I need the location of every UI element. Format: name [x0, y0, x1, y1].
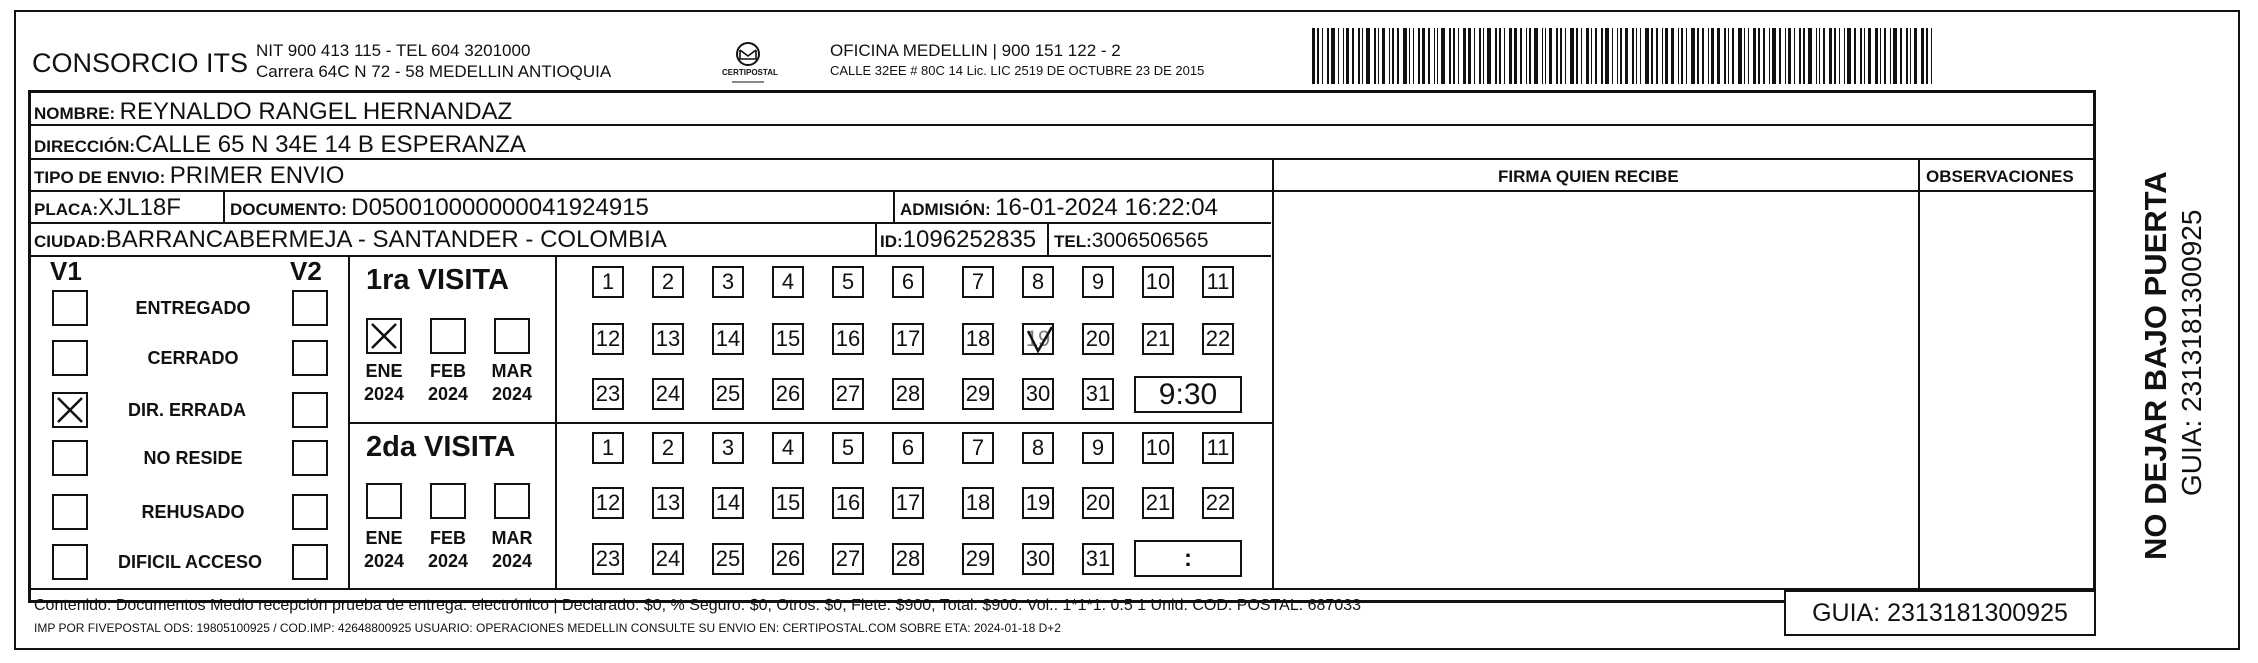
barcode-bar — [1362, 28, 1363, 84]
barcode-bar — [1860, 28, 1862, 84]
barcode-bar — [1601, 28, 1603, 84]
barcode-bar — [1534, 28, 1538, 84]
barcode-bar — [1816, 28, 1817, 84]
barcode-bar — [1788, 28, 1791, 84]
visit2-day-box[interactable]: 3 — [712, 432, 744, 464]
barcode-bar — [1839, 28, 1840, 84]
barcode-bar — [1691, 28, 1695, 84]
city-value: BARRANCABERMEJA - SANTANDER - COLOMBIA — [105, 226, 667, 253]
visit2-day-box[interactable]: 27 — [832, 543, 864, 575]
barcode-bar — [1758, 28, 1760, 84]
company-name: CONSORCIO ITS — [32, 48, 249, 78]
v2-checkbox[interactable] — [292, 440, 328, 476]
status-option-label: REHUSADO — [141, 502, 245, 522]
city-label: CIUDAD: — [34, 232, 106, 251]
barcode-bar — [1378, 28, 1379, 84]
tel-row — [1054, 230, 1209, 251]
tel-label: TEL: — [1054, 232, 1092, 251]
barcode-bar — [1449, 28, 1451, 84]
barcode-bar — [1576, 28, 1578, 84]
barcode-bar — [1744, 28, 1745, 84]
visit2-time-field[interactable] — [1134, 540, 1242, 577]
name-row — [34, 100, 512, 124]
visit2-month-checkbox[interactable] — [430, 483, 466, 519]
visit2-day-box[interactable]: 25 — [712, 543, 744, 575]
visit2-day-box[interactable]: 7 — [962, 432, 994, 464]
barcode-bar — [1352, 28, 1354, 84]
footer-contents: Contenido: Documentos Medio recepción prueba de entrega: electrónico | Declarado: $0, % Seguro: $0, Otros: $0, Flete: $900, Total: $900. Vol.: 1*1*1. 0.5 1 Unid. COD. POSTAL: 687033 — [34, 597, 1362, 614]
name-label: NOMBRE: — [34, 104, 116, 123]
city-row — [34, 228, 667, 252]
barcode-bar — [1772, 28, 1776, 84]
visit2-month-label: ENE 2024 — [363, 528, 405, 571]
visit2-day-box[interactable]: 13 — [652, 487, 684, 519]
barcode-bar — [1880, 28, 1881, 84]
visit2-day-box[interactable]: 17 — [892, 487, 924, 519]
barcode-bar — [1327, 28, 1329, 84]
barcode-bar — [1847, 28, 1851, 84]
visit2-day-box[interactable]: 24 — [652, 543, 684, 575]
barcode-bar — [1526, 28, 1527, 84]
v1-checkbox[interactable] — [52, 494, 88, 530]
v2-checkbox[interactable] — [292, 544, 328, 580]
barcode-bar — [1799, 28, 1801, 84]
visit2-day-box[interactable]: 23 — [592, 543, 624, 575]
barcode-bar — [1595, 28, 1597, 84]
barcode-bar — [1556, 28, 1558, 84]
type-value: PRIMER ENVIO — [169, 162, 345, 189]
visit2-day-box[interactable]: 31 — [1082, 543, 1114, 575]
visit1-day-box[interactable]: 18 — [962, 323, 994, 355]
address-value: CALLE 65 N 34E 14 B ESPERANZA — [135, 131, 526, 158]
document-value: D050010000000041924915 — [351, 194, 649, 221]
visit1-day-box[interactable]: 17 — [892, 323, 924, 355]
visit2-day-box[interactable]: 11 — [1202, 432, 1234, 464]
barcode-bar — [1409, 28, 1410, 84]
barcode-bar — [1794, 28, 1795, 84]
admission-label: ADMISIÓN: — [900, 200, 991, 219]
visit1-month-checkbox[interactable] — [494, 318, 530, 354]
barcode-bar — [1549, 28, 1552, 84]
v1-checkbox[interactable] — [52, 440, 88, 476]
visit2-day-box[interactable]: 5 — [832, 432, 864, 464]
visit1-day-box[interactable]: 20 — [1082, 323, 1114, 355]
barcode-bar — [1656, 28, 1658, 84]
visit1-day-box[interactable]: 30 — [1022, 378, 1054, 410]
barcode-bar — [1331, 28, 1335, 84]
barcode-bar — [1358, 28, 1360, 84]
barcode-bar — [1868, 28, 1871, 84]
barcode-bar — [1803, 28, 1805, 84]
barcode-bar — [1382, 28, 1385, 84]
visit1-day-box[interactable]: 1 — [592, 266, 624, 298]
barcode-bar — [1392, 28, 1394, 84]
barcode-bar — [1808, 28, 1812, 84]
address-row — [34, 133, 526, 157]
barcode-bar — [1819, 28, 1820, 84]
document-label: DOCUMENTO: — [230, 200, 347, 219]
visit2-day-box[interactable]: 19 — [1022, 487, 1054, 519]
barcode-bar — [1844, 28, 1845, 84]
side-guia: GUIA: 2313181300925 — [2176, 209, 2207, 496]
v2-checkbox[interactable] — [292, 290, 328, 326]
barcode-bar — [1717, 28, 1720, 84]
id-row — [880, 228, 1036, 252]
visit1-day-box[interactable]: 16 — [832, 323, 864, 355]
visit1-day-box[interactable]: 15 — [772, 323, 804, 355]
barcode-bar — [1343, 28, 1344, 84]
tel-value: 3006506565 — [1091, 229, 1209, 252]
barcode-bar — [1434, 28, 1435, 84]
barcode-bar — [1753, 28, 1756, 84]
barcode-bar — [1338, 28, 1339, 84]
visit1-day-box[interactable]: 14 — [712, 323, 744, 355]
v1-checkbox[interactable] — [52, 340, 88, 376]
visit1-day-box[interactable]: 29 — [962, 378, 994, 410]
barcode-bar — [1724, 28, 1726, 84]
visit2-day-box[interactable]: 9 — [1082, 432, 1114, 464]
barcode-bar — [1374, 28, 1376, 84]
v1-checkbox[interactable] — [52, 392, 88, 428]
visit1-day-box[interactable]: 21 — [1142, 323, 1174, 355]
barcode-bar — [1617, 28, 1618, 84]
footer-guia-box — [1784, 590, 2096, 636]
barcode-bar — [1586, 28, 1589, 84]
barcode-bar — [1829, 28, 1832, 84]
barcode-bar — [1645, 28, 1649, 84]
barcode-bar — [1823, 28, 1825, 84]
visit2-month-checkbox[interactable] — [494, 483, 530, 519]
barcode-bar — [1914, 28, 1917, 84]
barcode-bar — [1346, 28, 1349, 84]
barcode-bar — [1926, 28, 1928, 84]
barcode-bar — [1413, 28, 1414, 84]
visit1-day-box[interactable]: 28 — [892, 378, 924, 410]
company-address: Carrera 64C N 72 - 58 MEDELLIN ANTIOQUIA — [256, 62, 612, 81]
barcode-bar — [1697, 28, 1699, 84]
side-warning: NO DEJAR BAJO PUERTA — [2138, 171, 2173, 560]
barcode-bar — [1612, 28, 1613, 84]
visit1-time-field[interactable] — [1134, 376, 1242, 413]
barcode-bar — [1542, 28, 1543, 84]
firma-label: FIRMA QUIEN RECIBE — [1498, 167, 1679, 186]
barcode-bar — [1422, 28, 1425, 84]
plate-label: PLACA: — [34, 200, 99, 219]
visit1-day-box[interactable]: 31 — [1082, 378, 1114, 410]
visit2-day-box[interactable]: 6 — [892, 432, 924, 464]
barcode-bar — [1560, 28, 1562, 84]
visit1-day-box[interactable]: 12 — [592, 323, 624, 355]
barcode-bar — [1418, 28, 1420, 84]
barcode-bar — [1681, 28, 1683, 84]
barcode-bar — [1504, 28, 1505, 84]
visit1-day-box[interactable]: 4 — [772, 266, 804, 298]
barcode-bar — [1441, 28, 1445, 84]
visit2-day-box[interactable]: 16 — [832, 487, 864, 519]
visit1-month-label: ENE 2024 — [363, 361, 405, 404]
v1-checkbox[interactable] — [52, 290, 88, 326]
visit2-day-box[interactable]: 4 — [772, 432, 804, 464]
visit1-day-box[interactable]: 2 — [652, 266, 684, 298]
barcode-bar — [1732, 28, 1734, 84]
barcode-bar — [1620, 28, 1622, 84]
barcode-bar — [1671, 28, 1674, 84]
visit1-day-box[interactable]: 3 — [712, 266, 744, 298]
v1-checkbox[interactable] — [52, 544, 88, 580]
visit2-day-box[interactable]: 21 — [1142, 487, 1174, 519]
visit1-day-box[interactable]: 11 — [1202, 266, 1234, 298]
visit1-day-box[interactable]: 5 — [832, 266, 864, 298]
visit1-time-value: 9:30 — [1158, 377, 1218, 411]
barcode-bar — [1662, 28, 1663, 84]
barcode-bar — [1428, 28, 1430, 84]
visit1-day-box[interactable]: 8 — [1022, 266, 1054, 298]
status-option-label: CERRADO — [147, 348, 239, 368]
v1-label: V1 — [50, 256, 82, 286]
barcode-bar — [1520, 28, 1522, 84]
barcode-bar — [1509, 28, 1512, 84]
visit1-day-box[interactable]: 13 — [652, 323, 684, 355]
barcode-bar — [1875, 28, 1878, 84]
barcode-bar — [1711, 28, 1714, 84]
v2-checkbox[interactable] — [292, 494, 328, 530]
barcode-bar — [1474, 28, 1475, 84]
status-option-label: NO RESIDE — [143, 448, 243, 468]
barcode-bar — [1487, 28, 1491, 84]
plate-value: XJL18F — [98, 194, 181, 221]
barcode-bar — [1468, 28, 1471, 84]
type-row — [34, 164, 344, 188]
visit2-day-box[interactable]: 15 — [772, 487, 804, 519]
v2-label: V2 — [290, 256, 322, 286]
plate-row — [34, 196, 181, 220]
barcode-bar — [1403, 28, 1407, 84]
barcode-bar — [1397, 28, 1399, 84]
visit1-month-checkbox[interactable] — [366, 318, 402, 354]
visit1-day-box[interactable]: 27 — [832, 378, 864, 410]
barcode-bar — [1625, 28, 1628, 84]
visit2-day-box[interactable]: 18 — [962, 487, 994, 519]
certipostal-logo — [718, 38, 778, 86]
visit2-title: 2da VISITA — [366, 431, 516, 463]
barcode — [1312, 28, 1942, 84]
visit2-day-box[interactable]: 26 — [772, 543, 804, 575]
address-label: DIRECCIÓN: — [34, 137, 136, 156]
logo-text: CERTIPOSTAL — [722, 68, 778, 77]
office-info: OFICINA MEDELLIN | 900 151 122 - 2 — [830, 41, 1121, 60]
envelope-circle-icon — [718, 38, 778, 86]
barcode-bar — [1748, 28, 1749, 84]
barcode-bar — [1366, 28, 1370, 84]
visit2-time-value: : — [1184, 544, 1192, 572]
admission-value: 16-01-2024 16:22:04 — [995, 194, 1218, 221]
barcode-bar — [1686, 28, 1687, 84]
barcode-bar — [1890, 28, 1891, 84]
barcode-bar — [1702, 28, 1704, 84]
visit2-day-box[interactable]: 30 — [1022, 543, 1054, 575]
v2-checkbox[interactable] — [292, 392, 328, 428]
id-value: 1096252835 — [902, 226, 1037, 253]
visit1-day-box[interactable]: 22 — [1202, 323, 1234, 355]
id-label: ID: — [880, 232, 903, 251]
visit2-month-label: MAR 2024 — [491, 528, 533, 571]
barcode-bar — [1769, 28, 1770, 84]
visit1-day-box[interactable]: 26 — [772, 378, 804, 410]
barcode-bar — [1453, 28, 1455, 84]
barcode-bar — [1317, 28, 1319, 84]
barcode-bar — [1893, 28, 1897, 84]
status-option-label: ENTREGADO — [135, 298, 251, 318]
footer-print-info: IMP POR FIVEPOSTAL ODS: 19805100925 / COD.IMP: 42648800925 USUARIO: OPERACIONES MEDELLIN CONSULTE SU ENVIO EN: CERTIPOSTAL.COM SOBRE ETA: 2024-01-18 D+2 — [34, 621, 1061, 635]
barcode-bar — [1565, 28, 1566, 84]
barcode-bar — [1864, 28, 1865, 84]
name-value: REYNALDO RANGEL HERNANDAZ — [119, 98, 513, 125]
visit2-day-box[interactable]: 29 — [962, 543, 994, 575]
visit1-month-label: FEB 2024 — [427, 361, 469, 404]
visit1-day-box[interactable]: 23 — [592, 378, 624, 410]
visit1-day-box[interactable]: 25 — [712, 378, 744, 410]
barcode-bar — [1545, 28, 1546, 84]
barcode-bar — [1900, 28, 1902, 84]
visit2-day-box[interactable]: 28 — [892, 543, 924, 575]
v2-checkbox[interactable] — [292, 340, 328, 376]
visit2-day-box[interactable]: 8 — [1022, 432, 1054, 464]
visit2-day-box[interactable]: 12 — [592, 487, 624, 519]
visit2-day-box[interactable]: 2 — [652, 432, 684, 464]
admission-row — [900, 196, 1218, 220]
barcode-bar — [1785, 28, 1786, 84]
barcode-bar — [1921, 28, 1924, 84]
visit1-month-label: MAR 2024 — [491, 361, 533, 404]
visit1-day-box[interactable]: 10 — [1142, 266, 1174, 298]
visit1-day-box[interactable]: 7 — [962, 266, 994, 298]
barcode-bar — [1678, 28, 1679, 84]
visit1-title: 1ra VISITA — [366, 264, 509, 296]
barcode-bar — [1581, 28, 1582, 84]
barcode-bar — [1437, 28, 1438, 84]
visit2-day-box[interactable]: 22 — [1202, 487, 1234, 519]
barcode-bar — [1483, 28, 1484, 84]
visit2-day-box[interactable]: 14 — [712, 487, 744, 519]
visit2-day-box[interactable]: 1 — [592, 432, 624, 464]
status-option-label: DIR. ERRADA — [128, 400, 247, 420]
visit1-day-box[interactable]: 19 — [1022, 323, 1054, 355]
footer-guia: GUIA: 2313181300925 — [1812, 598, 2068, 627]
barcode-bar — [1884, 28, 1886, 84]
barcode-bar — [1779, 28, 1781, 84]
company-nit-tel: NIT 900 413 115 - TEL 604 3201000 — [256, 41, 531, 60]
barcode-bar — [1389, 28, 1390, 84]
barcode-bar — [1834, 28, 1836, 84]
barcode-bar — [1763, 28, 1765, 84]
barcode-bar — [1738, 28, 1742, 84]
barcode-bar — [1479, 28, 1481, 84]
barcode-bar — [1458, 28, 1459, 84]
visit2-day-box[interactable]: 20 — [1082, 487, 1114, 519]
barcode-bar — [1591, 28, 1592, 84]
barcode-bar — [1605, 28, 1609, 84]
barcode-bar — [1854, 28, 1856, 84]
office-address: CALLE 32EE # 80C 14 Lic. LIC 2519 DE OCTUBRE 23 DE 2015 — [830, 63, 1205, 78]
barcode-bar — [1910, 28, 1911, 84]
status-option-label: DIFICIL ACCESO — [118, 552, 263, 572]
visit2-month-checkbox[interactable] — [366, 483, 402, 519]
barcode-bar — [1322, 28, 1323, 84]
document-row — [230, 196, 649, 220]
barcode-bar — [1708, 28, 1709, 84]
barcode-bar — [1728, 28, 1729, 84]
barcode-bar — [1499, 28, 1501, 84]
barcode-bar — [1529, 28, 1531, 84]
observaciones-label: OBSERVACIONES — [1926, 167, 2074, 186]
barcode-bar — [1640, 28, 1641, 84]
barcode-bar — [1931, 28, 1932, 84]
visit1-month-checkbox[interactable] — [430, 318, 466, 354]
barcode-bar — [1636, 28, 1637, 84]
visit2-month-label: FEB 2024 — [427, 528, 469, 571]
barcode-bar — [1570, 28, 1574, 84]
barcode-bar — [1495, 28, 1497, 84]
visit1-day-box[interactable]: 9 — [1082, 266, 1114, 298]
barcode-bar — [1906, 28, 1908, 84]
visit2-day-box[interactable]: 10 — [1142, 432, 1174, 464]
barcode-bar — [1651, 28, 1653, 84]
barcode-bar — [1463, 28, 1466, 84]
type-label: TIPO DE ENVIO: — [34, 168, 166, 187]
barcode-bar — [1312, 28, 1315, 84]
visit1-day-box[interactable]: 24 — [652, 378, 684, 410]
barcode-bar — [1632, 28, 1634, 84]
barcode-bar — [1665, 28, 1668, 84]
visit1-day-box[interactable]: 6 — [892, 266, 924, 298]
barcode-bar — [1514, 28, 1517, 84]
